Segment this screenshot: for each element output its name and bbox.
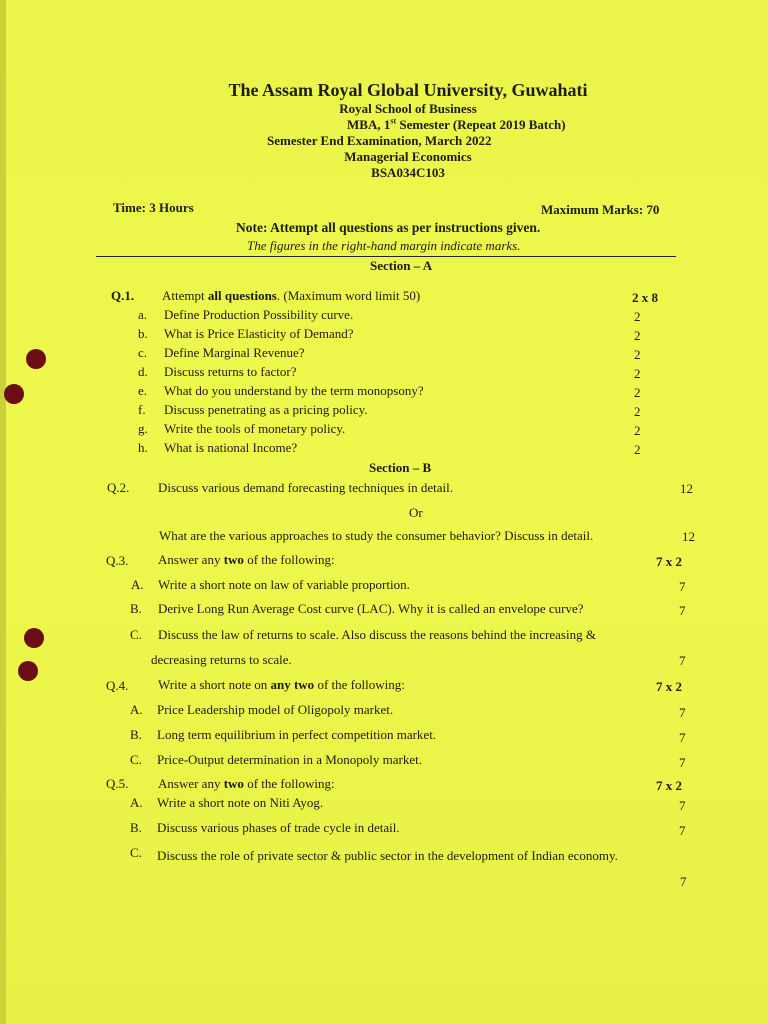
q1-part-marks: 2 [634,347,641,362]
instruction-note: Note: Attempt all questions as per instructions given. [236,220,541,235]
q5-part-marks: 7 [680,874,687,889]
q4-part-label: C. [130,752,142,767]
q4-part-text: Long term equilibrium in perfect competition market. [157,727,437,742]
q4-part-marks: 7 [679,705,686,720]
q1-text-post: . (Maximum word limit 50) [276,288,421,303]
q4-text-post: of the following: [314,677,405,692]
q1-part-label: a. [138,307,148,322]
q1-part-marks: 2 [634,366,641,381]
program-text: MBA, 1st Semester (Repeat 2019 Batch) [347,117,566,133]
q5-part-marks: 7 [679,798,686,813]
q3-number: Q.3. [106,553,129,568]
q3-part-label: B. [130,601,142,616]
q1-part-text: Discuss returns to factor? [164,364,297,379]
q3-text-bold: two [223,552,244,567]
punch-hole [24,628,44,648]
q2-marks: 12 [680,481,693,496]
figures-note: The figures in the right-hand margin indicate marks. [247,238,521,253]
subject-name: Managerial Economics [344,149,472,164]
q1-part-label: d. [138,364,148,379]
q4-text-bold: any two [270,677,315,692]
q1-text-bold: all questions [207,288,277,303]
q4-part-text: Price-Output determination in a Monopoly market. [157,752,422,767]
q1-text-pre: Attempt [162,288,208,303]
q4-part-marks: 7 [679,755,686,770]
q5-text-post: of the following: [243,776,335,791]
section-b-title: Section – B [369,460,432,475]
q1-part-text: Discuss penetrating as a pricing policy. [164,402,368,417]
q5-part-text: Discuss various phases of trade cycle in detail. [157,820,400,835]
q2-alt-text: What are the various approaches to study the consumer behavior? Discuss in detail. [159,528,594,543]
q4-number: Q.4. [106,678,129,693]
maximum-marks: Maximum Marks: 70 [541,202,660,217]
university-name: The Assam Royal Global University, Guwahati [228,80,588,100]
q1-part-label: h. [138,440,148,455]
q2-alt-marks: 12 [682,529,695,544]
q4-marks: 7 x 2 [656,679,682,694]
q5-text-pre: Answer any [158,776,224,791]
q1-part-marks: 2 [634,423,641,438]
q1-part-text: What is national Income? [164,440,298,455]
q1-part-marks: 2 [634,385,641,400]
q1-part-text: Define Production Possibility curve. [164,307,354,322]
punch-hole [4,384,24,404]
q4-part-label: B. [130,727,142,742]
q1-part-label: e. [138,383,148,398]
q3-part-marks: 7 [679,603,686,618]
q4-part-text: Price Leadership model of Oligopoly market. [157,702,394,717]
q3-marks: 7 x 2 [656,554,682,569]
school-name: Royal School of Business [339,101,477,116]
q1-number: Q.1. [111,288,135,303]
q3-text [158,552,335,568]
q2-text: Discuss various demand forecasting techniques in detail. [158,480,453,495]
punch-hole [18,661,38,681]
q3-text-pre: Answer any [158,552,224,567]
q3-part-text: Write a short note on law of variable proportion. [158,577,410,592]
q3-part-text-continued: decreasing returns to scale. [151,652,292,667]
q3-part-marks: 7 [679,579,686,594]
q1-marks: 2 x 8 [632,290,658,305]
divider-rule [96,256,676,257]
q5-number: Q.5. [106,776,129,791]
q4-part-label: A. [130,702,143,717]
q4-text [158,677,405,693]
q3-part-label: A. [131,577,144,592]
q1-part-marks: 2 [634,442,641,457]
q4-text-pre: Write a short note on [158,677,271,692]
q5-part-text: Discuss the role of private sector & public sector in the development of Indian economy. [157,848,618,863]
q5-part-label: C. [130,845,142,860]
q1-part-text: What is Price Elasticity of Demand? [164,326,354,341]
paper-edge [0,0,6,1024]
q5-text-bold: two [223,776,244,791]
q1-part-text: What do you understand by the term monopsony? [164,383,424,398]
q1-part-label: c. [138,345,148,360]
q1-part-marks: 2 [634,309,641,324]
program-line [347,117,566,133]
q1-part-label: b. [138,326,148,341]
q4-part-marks: 7 [679,730,686,745]
q1-part-label: f. [138,402,146,417]
q3-part-marks: 7 [679,653,686,668]
q5-marks: 7 x 2 [656,778,682,793]
section-a-title: Section – A [370,258,433,273]
exam-time: Time: 3 Hours [113,200,194,215]
q5-part-text: Write a short note on Niti Ayog. [157,795,324,810]
q1-part-marks: 2 [634,328,641,343]
q1-part-text: Write the tools of monetary policy. [164,421,346,436]
q3-part-text: Derive Long Run Average Cost curve (LAC). Why it is called an envelope curve? [158,601,584,616]
q1-part-text: Define Marginal Revenue? [164,345,305,360]
q1-part-label: g. [138,421,148,436]
q5-part-label: B. [130,820,142,835]
course-code: BSA034C103 [371,165,445,180]
q1-text [162,288,420,304]
q3-part-text: Discuss the law of returns to scale. Also discuss the reasons behind the increasing & [158,627,596,642]
q3-text-post: of the following: [243,552,335,567]
q2-number: Q.2. [107,480,130,495]
q1-part-marks: 2 [634,404,641,419]
q5-part-label: A. [130,795,143,810]
exam-name: Semester End Examination, March 2022 [267,133,492,148]
q5-text [158,776,335,792]
q2-or: Or [409,505,423,520]
q5-part-marks: 7 [679,823,686,838]
punch-hole [26,349,46,369]
q3-part-label: C. [130,627,142,642]
